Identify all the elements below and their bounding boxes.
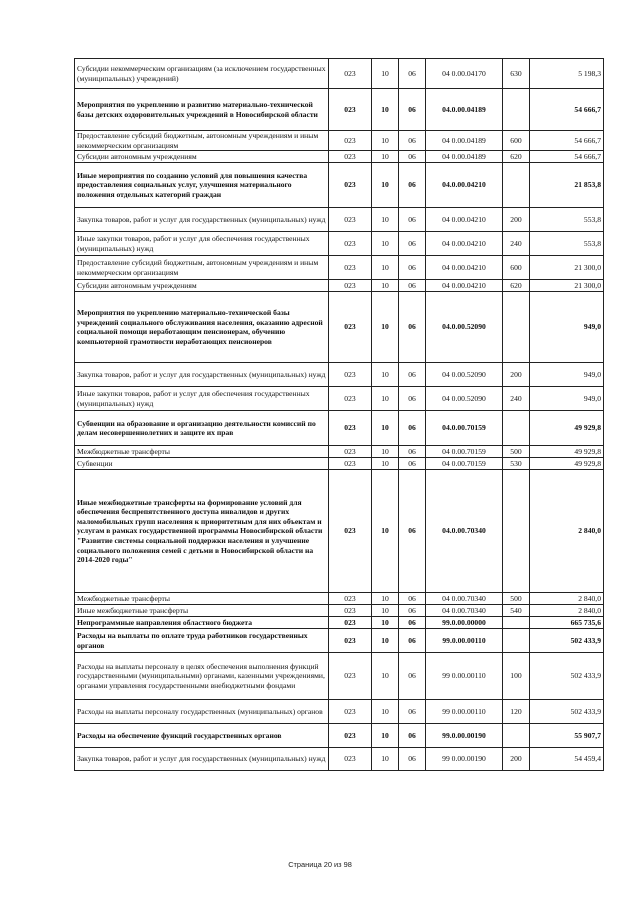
row-expense-type: 600: [503, 131, 530, 151]
row-subsection-code: 06: [399, 411, 426, 446]
row-ved-code: 023: [329, 446, 372, 458]
row-name: Иные межбюджетные трансферты: [75, 605, 329, 617]
row-section-code: 10: [372, 208, 399, 232]
row-subsection-code: 06: [399, 748, 426, 771]
row-target-article: 04 0.00.52090: [426, 363, 503, 387]
row-ved-code: 023: [329, 163, 372, 208]
row-ved-code: 023: [329, 629, 372, 653]
row-name: Закупка товаров, работ и услуг для государственных (муниципальных) нужд: [75, 363, 329, 387]
row-target-article: 04 0.00.04210: [426, 256, 503, 280]
row-section-code: 10: [372, 363, 399, 387]
row-subsection-code: 06: [399, 89, 426, 131]
row-expense-type: [503, 470, 530, 593]
row-name: Непрограммные направления областного бюджета: [75, 617, 329, 629]
row-expense-type: 620: [503, 151, 530, 163]
table-row: [75, 593, 604, 605]
row-subsection-code: 06: [399, 458, 426, 470]
row-ved-code: 023: [329, 700, 372, 724]
row-sum: 665 735,6: [530, 617, 604, 629]
table-row: [75, 748, 604, 771]
row-subsection-code: 06: [399, 724, 426, 748]
row-ved-code: 023: [329, 256, 372, 280]
row-expense-type: 240: [503, 232, 530, 256]
row-target-article: 04.0.00.70340: [426, 470, 503, 593]
row-name: Расходы на обеспечение функций государственных органов: [75, 724, 329, 748]
row-sum: 502 433,9: [530, 653, 604, 700]
row-sum: 949,0: [530, 292, 604, 363]
row-expense-type: 500: [503, 593, 530, 605]
row-subsection-code: 06: [399, 292, 426, 363]
row-section-code: 10: [372, 446, 399, 458]
row-subsection-code: 06: [399, 163, 426, 208]
row-target-article: 99 0.00.00110: [426, 700, 503, 724]
row-name: Предоставление субсидий бюджетным, автономным учреждениям и иным некоммерческим организациям: [75, 256, 329, 280]
row-ved-code: 023: [329, 653, 372, 700]
table-row: [75, 653, 604, 700]
row-sum: 2 840,0: [530, 470, 604, 593]
row-target-article: 04.0.00.04210: [426, 163, 503, 208]
row-ved-code: 023: [329, 363, 372, 387]
row-subsection-code: 06: [399, 280, 426, 292]
row-target-article: 04.0.00.04189: [426, 89, 503, 131]
row-name: Субвенции: [75, 458, 329, 470]
row-expense-type: 200: [503, 208, 530, 232]
row-section-code: 10: [372, 163, 399, 208]
row-expense-type: 240: [503, 387, 530, 411]
row-name: Иные межбюджетные трансферты на формирование условий для обеспечения беспрепятственного доступа инвалидов и других маломобильных групп населения к приоритетным для них объектам и услугам в рамках государственной программы Новосибирской области "Развитие системы социальной поддержки населения и улучшение социального положения семей с детьми в Новосибирской области на 2014-2020 годы": [75, 470, 329, 593]
row-ved-code: 023: [329, 411, 372, 446]
row-section-code: 10: [372, 387, 399, 411]
row-target-article: 99 0.00.00110: [426, 653, 503, 700]
budget-table: [74, 58, 604, 771]
row-name: Субсидии некоммерческим организациям (за исключением государственных (муниципальных) учреждений): [75, 59, 329, 89]
row-subsection-code: 06: [399, 131, 426, 151]
table-row: [75, 724, 604, 748]
row-subsection-code: 06: [399, 653, 426, 700]
row-sum: 553,8: [530, 232, 604, 256]
row-name: Субвенции на образование и организацию деятельности комиссий по делам несовершеннолетних и защите их прав: [75, 411, 329, 446]
row-expense-type: [503, 292, 530, 363]
row-sum: 502 433,9: [530, 700, 604, 724]
row-ved-code: 023: [329, 470, 372, 593]
table-row: [75, 363, 604, 387]
table-row: [75, 151, 604, 163]
row-sum: 54 666,7: [530, 131, 604, 151]
row-expense-type: 200: [503, 363, 530, 387]
row-name: Межбюджетные трансферты: [75, 446, 329, 458]
row-sum: 949,0: [530, 363, 604, 387]
row-sum: 21 300,0: [530, 256, 604, 280]
row-target-article: 04 0.00.70159: [426, 446, 503, 458]
row-subsection-code: 06: [399, 387, 426, 411]
row-expense-type: [503, 617, 530, 629]
row-section-code: 10: [372, 593, 399, 605]
row-sum: 2 840,0: [530, 605, 604, 617]
row-section-code: 10: [372, 470, 399, 593]
row-ved-code: 023: [329, 617, 372, 629]
row-name: Предоставление субсидий бюджетным, автономным учреждениям и иным некоммерческим организациям: [75, 131, 329, 151]
row-ved-code: 023: [329, 605, 372, 617]
row-sum: 54 459,4: [530, 748, 604, 771]
table-row: [75, 59, 604, 89]
budget-table-body: [75, 59, 604, 771]
row-expense-type: 120: [503, 700, 530, 724]
row-sum: 49 929,8: [530, 458, 604, 470]
row-target-article: 99.0.00.00110: [426, 629, 503, 653]
row-ved-code: 023: [329, 593, 372, 605]
row-ved-code: 023: [329, 89, 372, 131]
row-name: Межбюджетные трансферты: [75, 593, 329, 605]
row-sum: 49 929,8: [530, 411, 604, 446]
row-target-article: 99.0.00.00190: [426, 724, 503, 748]
page-number: Страница 20 из 98: [288, 860, 352, 869]
row-target-article: 04 0.00.04210: [426, 280, 503, 292]
table-row: [75, 387, 604, 411]
row-name: Субсидии автономным учреждениям: [75, 280, 329, 292]
row-section-code: 10: [372, 151, 399, 163]
row-section-code: 10: [372, 131, 399, 151]
row-target-article: 04 0.00.70340: [426, 605, 503, 617]
row-section-code: 10: [372, 256, 399, 280]
table-row: [75, 458, 604, 470]
row-name: Иные мероприятия по созданию условий для повышения качества предоставления социальных услуг, улучшения материального положения отдельных категорий граждан: [75, 163, 329, 208]
row-sum: 502 433,9: [530, 629, 604, 653]
table-row: [75, 617, 604, 629]
row-name: Иные закупки товаров, работ и услуг для обеспечения государственных (муниципальных) нужд: [75, 387, 329, 411]
row-subsection-code: 06: [399, 605, 426, 617]
table-row: [75, 470, 604, 593]
row-ved-code: 023: [329, 232, 372, 256]
row-subsection-code: 06: [399, 232, 426, 256]
row-sum: 5 198,3: [530, 59, 604, 89]
table-row: [75, 163, 604, 208]
table-row: [75, 292, 604, 363]
row-section-code: 10: [372, 653, 399, 700]
budget-document: [74, 58, 603, 771]
row-target-article: 99 0.00.00190: [426, 748, 503, 771]
row-subsection-code: 06: [399, 208, 426, 232]
row-expense-type: 530: [503, 458, 530, 470]
row-subsection-code: 06: [399, 617, 426, 629]
row-expense-type: [503, 629, 530, 653]
row-section-code: 10: [372, 292, 399, 363]
row-name: Расходы на выплаты персоналу государственных (муниципальных) органов: [75, 700, 329, 724]
row-sum: 21 300,0: [530, 280, 604, 292]
row-expense-type: 600: [503, 256, 530, 280]
row-expense-type: 100: [503, 653, 530, 700]
row-name: Мероприятия по укреплению материально-технической базы учреждений социального обслуживания населения, оказанию адресной социальной помощи неработающим пенсионерам, обучению компьютерной грамотности неработающих пенсионеров: [75, 292, 329, 363]
table-row: [75, 411, 604, 446]
row-subsection-code: 06: [399, 470, 426, 593]
row-section-code: 10: [372, 89, 399, 131]
row-target-article: 04 0.00.70159: [426, 458, 503, 470]
row-section-code: 10: [372, 232, 399, 256]
row-section-code: 10: [372, 617, 399, 629]
row-sum: 54 666,7: [530, 151, 604, 163]
row-section-code: 10: [372, 700, 399, 724]
row-expense-type: 620: [503, 280, 530, 292]
row-ved-code: 023: [329, 280, 372, 292]
row-ved-code: 023: [329, 748, 372, 771]
table-row: [75, 446, 604, 458]
row-ved-code: 023: [329, 131, 372, 151]
row-expense-type: [503, 89, 530, 131]
row-name: Закупка товаров, работ и услуг для государственных (муниципальных) нужд: [75, 748, 329, 771]
row-expense-type: 200: [503, 748, 530, 771]
row-name: Иные закупки товаров, работ и услуг для обеспечения государственных (муниципальных) нужд: [75, 232, 329, 256]
table-row: [75, 256, 604, 280]
row-expense-type: 500: [503, 446, 530, 458]
row-subsection-code: 06: [399, 256, 426, 280]
row-target-article: 04 0.00.52090: [426, 387, 503, 411]
row-sum: 54 666,7: [530, 89, 604, 131]
row-expense-type: [503, 163, 530, 208]
row-sum: 553,8: [530, 208, 604, 232]
row-section-code: 10: [372, 59, 399, 89]
row-ved-code: 023: [329, 458, 372, 470]
row-sum: 21 853,8: [530, 163, 604, 208]
row-target-article: 04 0.00.04210: [426, 208, 503, 232]
row-expense-type: 630: [503, 59, 530, 89]
table-row: [75, 280, 604, 292]
table-row: [75, 89, 604, 131]
row-section-code: 10: [372, 605, 399, 617]
row-name: Мероприятия по укреплению и развитию материально-технической базы детских оздоровительных учреждений в Новосибирской области: [75, 89, 329, 131]
table-row: [75, 605, 604, 617]
table-row: [75, 629, 604, 653]
row-section-code: 10: [372, 458, 399, 470]
row-ved-code: 023: [329, 59, 372, 89]
row-ved-code: 023: [329, 151, 372, 163]
row-subsection-code: 06: [399, 446, 426, 458]
row-expense-type: [503, 411, 530, 446]
row-ved-code: 023: [329, 292, 372, 363]
row-expense-type: 540: [503, 605, 530, 617]
row-target-article: 04.0.00.52090: [426, 292, 503, 363]
row-target-article: 04 0.00.04210: [426, 232, 503, 256]
row-target-article: 04 0.00.70340: [426, 593, 503, 605]
row-section-code: 10: [372, 411, 399, 446]
row-subsection-code: 06: [399, 59, 426, 89]
row-name: Расходы на выплаты персоналу в целях обеспечения выполнения функций государственными (муниципальными) органами, казенными учреждениями, органами управления государственными внебюджетными фондами: [75, 653, 329, 700]
row-section-code: 10: [372, 748, 399, 771]
row-target-article: 04 0.00.04189: [426, 131, 503, 151]
row-subsection-code: 06: [399, 363, 426, 387]
row-ved-code: 023: [329, 387, 372, 411]
row-section-code: 10: [372, 629, 399, 653]
row-target-article: 04.0.00.70159: [426, 411, 503, 446]
row-ved-code: 023: [329, 724, 372, 748]
row-section-code: 10: [372, 724, 399, 748]
table-row: [75, 232, 604, 256]
row-target-article: 04 0.00.04189: [426, 151, 503, 163]
row-sum: 949,0: [530, 387, 604, 411]
row-section-code: 10: [372, 280, 399, 292]
row-sum: 49 929,8: [530, 446, 604, 458]
table-row: [75, 700, 604, 724]
row-name: Расходы на выплаты по оплате труда работников государственных органов: [75, 629, 329, 653]
table-row: [75, 131, 604, 151]
row-ved-code: 023: [329, 208, 372, 232]
row-sum: 2 840,0: [530, 593, 604, 605]
row-target-article: 04 0.00.04170: [426, 59, 503, 89]
row-subsection-code: 06: [399, 629, 426, 653]
row-name: Закупка товаров, работ и услуг для государственных (муниципальных) нужд: [75, 208, 329, 232]
row-name: Субсидии автономным учреждениям: [75, 151, 329, 163]
table-row: [75, 208, 604, 232]
row-sum: 55 907,7: [530, 724, 604, 748]
row-subsection-code: 06: [399, 700, 426, 724]
row-target-article: 99.0.00.00000: [426, 617, 503, 629]
row-subsection-code: 06: [399, 151, 426, 163]
row-expense-type: [503, 724, 530, 748]
row-subsection-code: 06: [399, 593, 426, 605]
